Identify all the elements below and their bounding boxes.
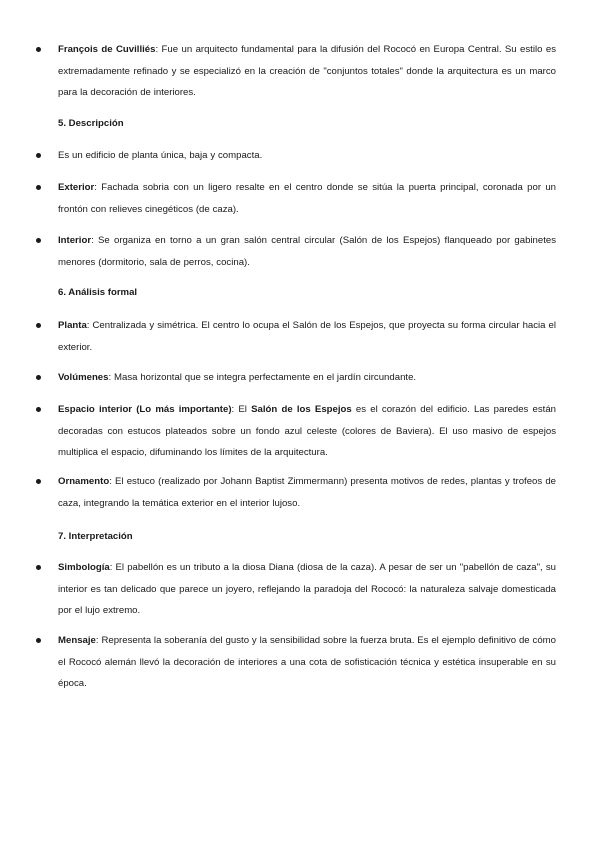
bullet-label: Simbología: [58, 562, 110, 573]
bullet-label: François de Cuvilliés: [58, 44, 156, 55]
bullet-text: [58, 367, 556, 389]
bullet-body-intro: El: [238, 404, 252, 415]
bullet-text: [58, 471, 556, 514]
bullet-separator: :: [109, 562, 116, 573]
bullet-body: Masa horizontal que se integra perfectamente en el jardín circundante.: [114, 372, 417, 383]
bullet-dot: [36, 47, 41, 52]
bullet-dot: [36, 407, 41, 412]
bullet-label: Ornamento: [58, 476, 110, 487]
bullet-body: Es un edificio de planta única, baja y compacta.: [58, 150, 263, 161]
bullet-dot: [36, 185, 41, 190]
bullet-body: es el corazón del edificio. Las paredes están decoradas con estucos plateados sobre un fondo azul celeste (colores de Baviera). El uso masivo de espejos multiplica el espacio, difuminando los límites de la arquitectura.: [58, 404, 556, 458]
bullet-label: Mensaje: [58, 635, 96, 646]
bullet-text: [58, 399, 556, 464]
bullet-text: [58, 230, 556, 273]
bullet-label: Planta: [58, 320, 87, 331]
bullet-separator: :: [108, 372, 115, 383]
bullet-text: [58, 557, 556, 622]
bullet-separator: :: [155, 44, 162, 55]
bullet-dot: [36, 565, 41, 570]
bullet-label: Interior: [58, 235, 92, 246]
bullet-body: El pabellón es un tributo a la diosa Diana (diosa de la caza). A pesar de ser un "pabellón de caza", su interior es tan delicado que parece un joyero, reflejando la paradoja del Rococó: la naturaleza salvaje domesticada por el lujo extremo.: [58, 562, 557, 616]
bullet-body: Fue un arquitecto fundamental para la difusión del Rococó en Europa Central. Su estilo es extremadamente refinado y se especializó en la creación de "conjuntos totales" donde la arquitectura es un marco para la decoración de interiores.: [58, 44, 556, 98]
bullet-body: Centralizada y simétrica. El centro lo ocupa el Salón de los Espejos, que proyecta su forma circular hacia el exterior.: [58, 320, 556, 353]
bullet-text: [58, 39, 556, 104]
bullet-text: [58, 315, 556, 358]
bullet-body: Se organiza en torno a un gran salón central circular (Salón de los Espejos) flanqueado por gabinetes menores (dormitorio, sala de perros, cocina).: [58, 235, 557, 268]
section-heading-descripcion: 5. Descripción: [58, 118, 124, 129]
bullet-dot: [36, 479, 41, 484]
bullet-text: [58, 145, 556, 167]
bullet-dot: [36, 375, 41, 380]
bullet-separator: :: [231, 404, 239, 415]
bullet-dot: [36, 638, 41, 643]
bullet-separator: :: [94, 182, 102, 193]
bullet-dot: [36, 323, 41, 328]
bullet-label: Espacio interior (Lo más importante): [58, 404, 232, 415]
bullet-label: Exterior: [58, 182, 95, 193]
bullet-separator: :: [86, 320, 93, 331]
bullet-separator: :: [95, 635, 102, 646]
bullet-body: Fachada sobria con un ligero resalte en el centro donde se sitúa la puerta principal, coronada por un frontón con relieves cinegéticos (de caza).: [58, 182, 556, 215]
section-heading-interpretacion: 7. Interpretación: [58, 531, 133, 542]
bullet-separator: :: [91, 235, 98, 246]
bullet-label: Volúmenes: [58, 372, 109, 383]
bullet-body: Representa la soberanía del gusto y la sensibilidad sobre la fuerza bruta. Es el ejemplo definitivo de cómo el Rococó alemán llevó la decoración de interiores a una cota de sofisticación técnica y estética insuperable en su época.: [58, 635, 556, 689]
bullet-dot: [36, 238, 41, 243]
bullet-dot: [36, 153, 41, 158]
bullet-body: El estuco (realizado por Johann Baptist Zimmermann) presenta motivos de redes, plantas y trofeos de caza, integrando la temática exterior en el interior lujoso.: [58, 476, 556, 509]
bullet-text: [58, 630, 556, 695]
bullet-inline-bold: Salón de los Espejos: [251, 404, 352, 415]
bullet-separator: :: [109, 476, 116, 487]
bullet-text: [58, 177, 556, 220]
section-heading-analisis-formal: 6. Análisis formal: [58, 287, 138, 298]
